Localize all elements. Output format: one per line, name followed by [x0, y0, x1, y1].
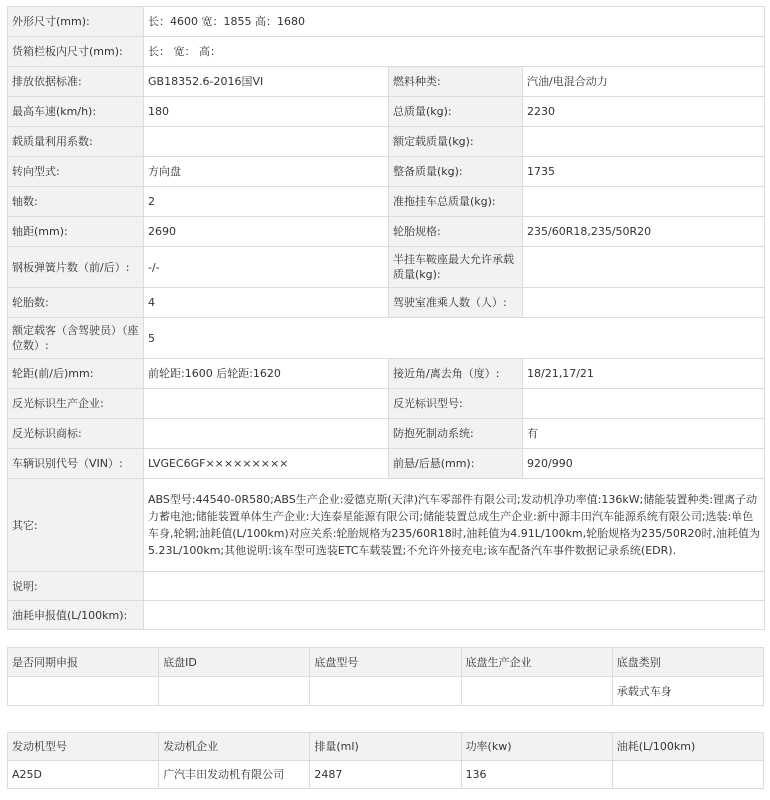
table-cell: 广汽丰田发动机有限公司: [159, 761, 310, 789]
table-row: [8, 677, 764, 706]
spec-value: [144, 601, 765, 630]
spec-value: 长：4600 宽：1855 高：1680: [144, 7, 765, 37]
table-cell: 136: [461, 761, 612, 789]
spec-value: 2230: [523, 97, 765, 127]
spec-label: 额定载客（含驾驶员）（座位数）:: [8, 318, 144, 359]
spec-value: [144, 127, 389, 157]
spec-row: [8, 389, 765, 419]
spec-value: 汽油/电混合动力: [523, 67, 765, 97]
column-header: 底盘型号: [310, 648, 461, 677]
column-header: 发动机型号: [8, 733, 159, 761]
spec-label: 反光标识生产企业:: [8, 389, 144, 419]
spec-label: 货箱栏板内尺寸(mm):: [8, 37, 144, 67]
spec-label: 轴距(mm):: [8, 217, 144, 247]
spec-value: 5: [144, 318, 765, 359]
spec-label: 轮距(前/后)mm:: [8, 359, 144, 389]
spec-row: [8, 7, 765, 37]
spec-label: 外形尺寸(mm):: [8, 7, 144, 37]
spec-value: 有: [523, 419, 765, 449]
spec-value: [144, 389, 389, 419]
column-header: 油耗(L/100km): [612, 733, 763, 761]
spec-row: [8, 247, 765, 288]
spec-row: [8, 288, 765, 318]
spec-row: [8, 359, 765, 389]
spec-label: 整备质量(kg):: [389, 157, 523, 187]
spec-row: [8, 601, 765, 630]
spec-value: 180: [144, 97, 389, 127]
spec-value: 前轮距:1600 后轮距:1620: [144, 359, 389, 389]
spec-value: [523, 389, 765, 419]
spec-label: 车辆识别代号（VIN）:: [8, 449, 144, 479]
spec-row: [8, 572, 765, 601]
spec-row: [8, 479, 765, 572]
spec-label: 额定载质量(kg):: [389, 127, 523, 157]
spec-row: [8, 97, 765, 127]
spec-value: 235/60R18,235/50R20: [523, 217, 765, 247]
table-cell: A25D: [8, 761, 159, 789]
column-header: 功率(kw): [461, 733, 612, 761]
spec-value: 2690: [144, 217, 389, 247]
column-header: 底盘生产企业: [461, 648, 612, 677]
spec-value: LVGEC6GF×××××××××: [144, 449, 389, 479]
spec-value: 2: [144, 187, 389, 217]
spec-label: 接近角/离去角（度）:: [389, 359, 523, 389]
spec-label: 燃料种类:: [389, 67, 523, 97]
table-cell: [461, 677, 612, 706]
spec-value: [523, 247, 765, 288]
spec-value: [523, 288, 765, 318]
spec-row: [8, 449, 765, 479]
column-header: 排量(ml): [310, 733, 461, 761]
spec-row: [8, 127, 765, 157]
spec-row: [8, 37, 765, 67]
spec-label: 轮胎数:: [8, 288, 144, 318]
spec-value: 920/990: [523, 449, 765, 479]
spec-label: 前悬/后悬(mm):: [389, 449, 523, 479]
spec-value: -/-: [144, 247, 389, 288]
column-header: 是否同期申报: [8, 648, 159, 677]
spec-value: 方向盘: [144, 157, 389, 187]
other-info-text: ABS型号:44540-0R580;ABS生产企业:爱德克斯(天津)汽车零部件有限公司;发动机净功率值:136kW;储能装置种类:锂离子动力蓄电池;储能装置单体生产企业:大连泰星能源有限公司;储能装置总成生产企业:新中源丰田汽车能源系统有限公司;选装:单色车身,轮辋;油耗值(L/100km)对应关系:轮胎规格为235/60R18时,油耗值为4.91L/100km,轮胎规格为235/50R20时,油耗值为5.23L/100km;其他说明:该车型可选装ETC车载装置;不允许外接充电;该车配备汽车事件数据记录系统(EDR).: [144, 479, 765, 572]
spec-label: 轮胎规格:: [389, 217, 523, 247]
spec-label: 驾驶室准乘人数（人）:: [389, 288, 523, 318]
spec-label: 轴数:: [8, 187, 144, 217]
table-header-row: [8, 648, 764, 677]
spec-label: 反光标识型号:: [389, 389, 523, 419]
spec-value: 4: [144, 288, 389, 318]
spec-label: 钢板弹簧片数（前/后）:: [8, 247, 144, 288]
spec-row: [8, 187, 765, 217]
column-header: 发动机企业: [159, 733, 310, 761]
spec-value: [144, 572, 765, 601]
table-cell: [8, 677, 159, 706]
spec-value: 18/21,17/21: [523, 359, 765, 389]
spec-value: [523, 187, 765, 217]
spec-label: 油耗申报值(L/100km):: [8, 601, 144, 630]
table-cell: [310, 677, 461, 706]
column-header: 底盘类别: [612, 648, 763, 677]
spec-label: 说明:: [8, 572, 144, 601]
spec-value: GB18352.6-2016国VI: [144, 67, 389, 97]
spec-row: [8, 419, 765, 449]
table-cell: [612, 761, 763, 789]
spec-row: [8, 67, 765, 97]
table-cell: 2487: [310, 761, 461, 789]
spec-label: 转向型式:: [8, 157, 144, 187]
spec-label: 其它:: [8, 479, 144, 572]
chassis-table: [7, 647, 764, 706]
spec-value: [523, 127, 765, 157]
spec-value: [144, 419, 389, 449]
spec-label: 最高车速(km/h):: [8, 97, 144, 127]
spec-value: 长： 宽： 高：: [144, 37, 765, 67]
table-cell: 承载式车身: [612, 677, 763, 706]
spec-value: 1735: [523, 157, 765, 187]
table-row: [8, 761, 764, 789]
spec-row: [8, 157, 765, 187]
engine-table: [7, 732, 764, 789]
spec-row: [8, 318, 765, 359]
vehicle-spec-table: [7, 6, 765, 630]
table-cell: [159, 677, 310, 706]
spec-label: 反光标识商标:: [8, 419, 144, 449]
spec-row: [8, 217, 765, 247]
spec-label: 半挂车鞍座最大允许承载质量(kg):: [389, 247, 523, 288]
spec-label: 总质量(kg):: [389, 97, 523, 127]
spec-label: 排放依据标准:: [8, 67, 144, 97]
spec-label: 载质量利用系数:: [8, 127, 144, 157]
spec-label: 防抱死制动系统:: [389, 419, 523, 449]
spec-label: 准拖挂车总质量(kg):: [389, 187, 523, 217]
table-header-row: [8, 733, 764, 761]
column-header: 底盘ID: [159, 648, 310, 677]
